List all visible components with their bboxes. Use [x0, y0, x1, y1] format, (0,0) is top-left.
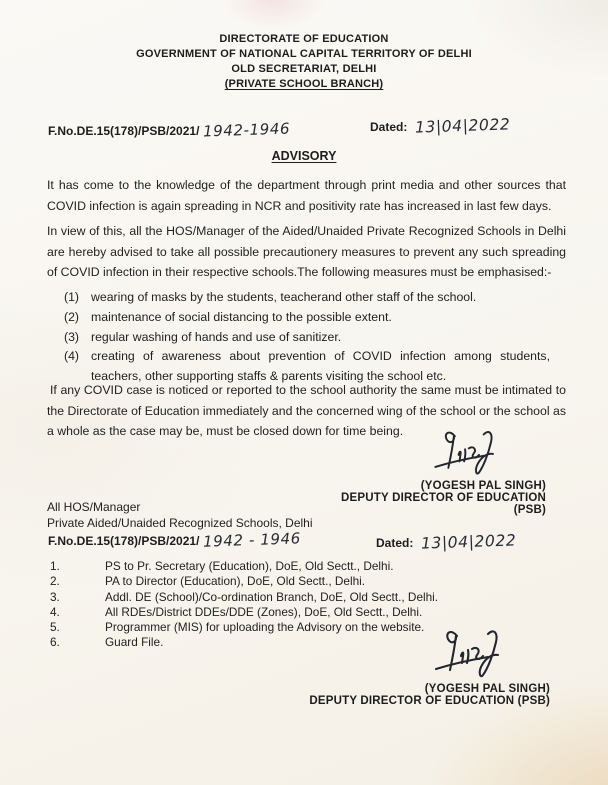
date-handwritten-top: 13|04|2022 — [414, 115, 511, 137]
letterhead — [0, 32, 608, 92]
distribution-item: 3. Addl. DE (School)/Co-ordination Branch, DoE, Old Sectt., Delhi. — [50, 589, 439, 604]
date-handwritten-bottom: 13|04|2022 — [420, 531, 517, 553]
addressee-line2: Private Aided/Unaided Recognized Schools, Delhi — [47, 515, 313, 530]
org-name: DIRECTORATE OF EDUCATION — [219, 33, 389, 45]
signature-scribble-icon — [428, 427, 504, 479]
distribution-item: 6. Guard File. — [50, 635, 164, 650]
govt-name: GOVERNMENT OF NATIONAL CAPITAL TERRITORY OF DELHI — [136, 48, 472, 60]
reference-row-bottom — [48, 529, 565, 553]
distribution-item: 1. PS to Pr. Secretary (Education), DoE, Old Sectt., Delhi. — [50, 559, 394, 573]
signature-block-bottom — [300, 626, 550, 707]
dated-label-bottom: Dated: — [376, 536, 414, 550]
measure-item: (1) wearing of masks by the students, teacherand other staff of the school. — [64, 290, 477, 304]
addressee-block — [47, 500, 313, 531]
signature-scribble-icon — [430, 626, 508, 682]
paragraph-intro: It has come to the knowledge of the department through print media and other sources that COVID infection is again spreading in NCR and positivity rate has increased in last few days. — [47, 178, 566, 213]
measure-item: (4) creating of awareness about prevention of COVID infection among students, teachers, other supporting staffs & parents visiting the school etc. — [64, 349, 550, 384]
distribution-item: 5. Programmer (MIS) for uploading the Advisory on the website. — [50, 620, 425, 635]
file-number-label-bottom: F.No.DE.15(178)/PSB/2021/ — [48, 534, 200, 548]
office-address: OLD SECRETARIAT, DELHI — [231, 63, 377, 75]
reference-row-top — [48, 115, 565, 141]
distribution-item: 2. PA to Director (Education), DoE, Old Sectt., Delhi. — [50, 574, 366, 589]
paragraph-closure: If any COVID case is noticed or reported to the school authority the same must be intimated to the Directorate of Education immediately and the concerned wing of the school or the school as a whole as the case may be, must be closed down for time being. — [47, 383, 566, 438]
distribution-item: 4. All RDEs/District DDEs/DDE (Zones), DoE, Old Sectt., Delhi. — [50, 604, 423, 619]
advisory-title: ADVISORY — [271, 149, 337, 163]
signatory-name: (YOGESH PAL SINGH) — [420, 480, 546, 492]
measures-list — [64, 288, 550, 387]
signatory-designation: DEPUTY DIRECTOR OF EDUCATION (PSB) — [309, 695, 550, 707]
addressee-line1: All HOS/Manager — [47, 500, 141, 514]
file-number-handwritten-bottom: 1942 - 1946 — [202, 529, 301, 551]
measure-item: (3) regular washing of hands and use of sanitizer. — [64, 329, 342, 344]
paragraph-advice: In view of this, all the HOS/Manager of the Aided/Unaided Private Recognized Schools in Delhi are hereby advised to take all possible precautionery measures to prevent any such spreading of COVID infection in their respective schools.The following measures must be emphasised:- — [47, 224, 566, 279]
signatory-designation: DEPUTY DIRECTOR OF EDUCATION (PSB) — [341, 492, 546, 516]
signature-block-top — [306, 427, 546, 516]
branch-name: (PRIVATE SCHOOL BRANCH) — [224, 78, 384, 90]
signatory-name: (YOGESH PAL SINGH) — [424, 683, 550, 695]
dated-box-top — [370, 117, 510, 135]
measure-item: (2) maintenance of social distancing to the possible extent. — [64, 309, 392, 324]
dated-box-bottom — [376, 533, 516, 551]
file-number-handwritten-top: 1942-1946 — [202, 119, 291, 141]
file-number-label-top: F.No.DE.15(178)/PSB/2021/ — [48, 124, 200, 138]
dated-label-top: Dated: — [370, 120, 408, 134]
